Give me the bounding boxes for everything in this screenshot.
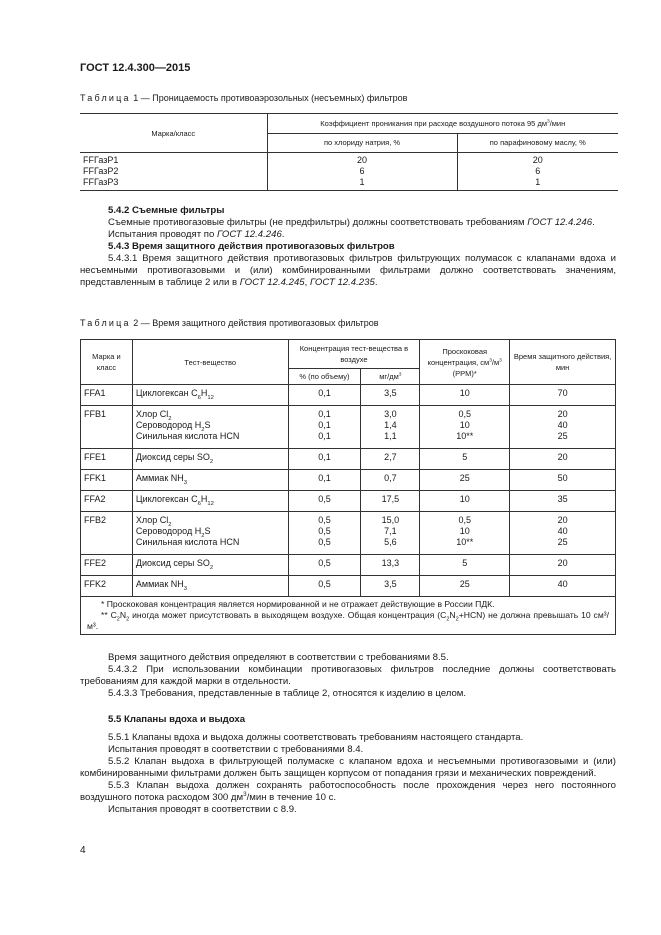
- paragraph: 5.4.3.2 При использовании комбинации противогазовых фильтров последние должны соответствовать требованиям для каждой марки в отдельности.: [80, 664, 616, 687]
- paragraph: Испытания проводят в соответствии с 8.9.: [108, 804, 297, 815]
- paragraph: 5.5.1 Клапаны вдоха и выдоха должны соответствовать требованиям настоящего стандарта.: [108, 732, 524, 743]
- table-cell: FFE1: [81, 449, 133, 470]
- table-cell: Диоксид серы $SO_2$: [132, 555, 288, 576]
- table-cell: 20: [532, 155, 543, 165]
- table2-body: [81, 385, 616, 597]
- table-cell: 35: [510, 491, 616, 512]
- table2-header-time: Время защитного действия, мин: [510, 340, 616, 385]
- table-cell: 6: [535, 166, 541, 176]
- table-cell: 0,5: [288, 555, 361, 576]
- table-cell: 5: [420, 555, 510, 576]
- table2-header-mg: $мг/дм^3$: [361, 368, 420, 384]
- table1-caption: [80, 93, 407, 103]
- table-cell: 10: [420, 491, 510, 512]
- paragraph: 5.5.2 Клапан выдоха в фильтрующей полумаске с клапаном вдоха и несъемными противогазовыми и (или) комбинированными фильтрами должен быть защищен корпусом от попадания грязи и механических повреждений.: [80, 756, 616, 779]
- table-cell: 0,1 0,1 0,1: [288, 406, 361, 449]
- table2-header-mark: Марка и класс: [81, 340, 133, 385]
- paragraph: 5.4.3.1 Время защитного действия противогазовых фильтров фильтрующих полумасок с клапанами вдоха и несъемными противогазовыми и (или) комбинированными фильтрами должно соответствовать значениям, представленным в таблице 2 или в ГОСТ 12.4.245, ГОСТ 12.4.235.: [80, 253, 616, 288]
- table-cell: 3,0 1,4 1,1: [361, 406, 420, 449]
- table-row: [81, 491, 616, 512]
- table-cell: FFB2: [81, 512, 133, 555]
- table2-header-substance: Тест-вещество: [132, 340, 288, 385]
- table-cell: 0,1: [288, 449, 361, 470]
- table-row: [81, 470, 616, 491]
- section-title: 5.4.2 Съемные фильтры: [108, 205, 225, 216]
- table-cell: 3,5: [361, 385, 420, 406]
- table-cell: 0,5 0,5 0,5: [288, 512, 361, 555]
- table-cell: FFГазP2: [83, 166, 119, 176]
- footnote: * Проскоковая концентрация является нормированной и не отражает действующие в России ПДК.: [101, 599, 495, 609]
- table-cell: 20: [510, 449, 616, 470]
- table2-caption-word: Таблица: [80, 318, 131, 328]
- table1-header-nacl: по хлориду натрия, %: [267, 133, 457, 153]
- table-cell: Аммиак $NH_3$: [132, 470, 288, 491]
- table-cell: 20: [356, 155, 367, 165]
- table-row: [81, 449, 616, 470]
- table-cell: FFE2: [81, 555, 133, 576]
- table2-caption-text: — Время защитного действия противогазовых фильтров: [140, 318, 379, 328]
- table-cell: 2,7: [361, 449, 420, 470]
- table-cell: 0,7: [361, 470, 420, 491]
- table2-header-concentration: Концентрация тест-вещества в воздухе: [288, 340, 420, 369]
- section-5-4-2: [80, 205, 616, 289]
- document-header: ГОСТ 12.4.300—2015: [80, 62, 191, 74]
- page-number: 4: [80, 845, 86, 856]
- section-title: 5.5 Клапаны вдоха и выдоха: [108, 714, 246, 725]
- table-cell: 13,3: [361, 555, 420, 576]
- table2-header-breakthrough: Проскоковая концентрация, $см^3/м^3$ (PPM)*: [420, 340, 510, 385]
- table-cell: 6: [359, 166, 365, 176]
- paragraph: Испытания проводят по ГОСТ 12.4.246.: [108, 229, 285, 240]
- table2-header-pct: % (по объему): [288, 368, 361, 384]
- table-cell: FFA2: [81, 491, 133, 512]
- table-cell: 0,1: [288, 385, 361, 406]
- paragraph: Время защитного действия определяют в соответствии с требованиями 8.5.: [108, 652, 449, 663]
- after-table-text: [80, 652, 616, 700]
- table-cell: 20 40 25: [510, 512, 616, 555]
- table-cell: 17,5: [361, 491, 420, 512]
- table-cell: FFA1: [81, 385, 133, 406]
- table-cell: 15,0 7,1 5,6: [361, 512, 420, 555]
- table-row: [81, 385, 616, 406]
- paragraph: 5.5.3 Клапан выдоха должен сохранять работоспособность после прохождения через него постоянного воздушного потока расходом 300 $дм^3$/мин в течение 10 с.: [80, 780, 616, 803]
- table-row: [81, 512, 616, 555]
- table-cell: 20 40 25: [510, 406, 616, 449]
- section-5-5: [80, 714, 616, 816]
- table-cell: 3,5: [361, 576, 420, 597]
- table-cell: 25: [420, 576, 510, 597]
- paragraph: Съемные противогазовые фильтры (не предфильтры) должны соответствовать требованиям ГОСТ 12.4.246.: [108, 217, 595, 228]
- table-cell: 1: [359, 177, 365, 187]
- table-cell: Аммиак $NH_3$: [132, 576, 288, 597]
- table1-col-nacl: [267, 153, 457, 191]
- table-cell: 70: [510, 385, 616, 406]
- table1: [80, 113, 618, 191]
- table-cell: 40: [510, 576, 616, 597]
- table2-caption: [80, 318, 379, 328]
- table-cell: 10: [420, 385, 510, 406]
- table1-col-mark: [80, 153, 267, 191]
- table-cell: FFГазP1: [83, 155, 119, 165]
- table2: [80, 339, 616, 635]
- table1-caption-text: — Проницаемость противоаэрозольных (несъемных) фильтров: [140, 93, 408, 103]
- table-cell: 1: [535, 177, 541, 187]
- table-cell: 0,5: [288, 491, 361, 512]
- section-title: 5.4.3 Время защитного действия противогазовых фильтров: [108, 241, 395, 252]
- table-row: [81, 406, 616, 449]
- paragraph: Испытания проводят в соответствии с требованиями 8.4.: [108, 744, 364, 755]
- table1-header-coef: Коэффициент проникания при расходе воздушного потока 95 $дм^3$/мин: [267, 114, 618, 134]
- footnote: ** $C_2N_2$ иногда может присутствовать в выходящем воздухе. Общая концентрация $(C_2N_2+HCN)$ не должна превышать 10 см³/м³.: [87, 610, 609, 631]
- table-cell: FFK2: [81, 576, 133, 597]
- table-cell: 5: [420, 449, 510, 470]
- table2-caption-num: 2: [133, 318, 139, 328]
- table2-footnotes: [81, 597, 616, 635]
- table1-body: [80, 153, 618, 191]
- table-cell: 20: [510, 555, 616, 576]
- paragraph: 5.4.3.3 Требования, представленные в таблице 2, относятся к изделию в целом.: [108, 688, 467, 699]
- table1-col-paraffin: [457, 153, 618, 191]
- table-cell: Циклогексан $C_6H_{12}$: [132, 385, 288, 406]
- table-cell: 0,5 10 10**: [420, 512, 510, 555]
- table1-header-paraffin: по парафиновому маслу, %: [457, 133, 618, 153]
- table-cell: 25: [420, 470, 510, 491]
- table1-caption-num: 1: [133, 93, 139, 103]
- table-cell: 0,5 10 10**: [420, 406, 510, 449]
- table-cell: FFK1: [81, 470, 133, 491]
- table-cell: Хлор $Cl_2$ Сероводород $H_2S$ Синильная кислота HCN: [132, 406, 288, 449]
- table1-caption-word: Таблица: [80, 93, 131, 103]
- table-row: [81, 576, 616, 597]
- table-cell: 0,5: [288, 576, 361, 597]
- table-cell: FFГазP3: [83, 177, 119, 187]
- table-cell: Диоксид серы $SO_2$: [132, 449, 288, 470]
- table-cell: Циклогексан $C_6H_{12}$: [132, 491, 288, 512]
- table1-header-mark: Марка/класс: [80, 114, 267, 153]
- table-row: [81, 555, 616, 576]
- table-cell: 0,1: [288, 470, 361, 491]
- table-cell: FFB1: [81, 406, 133, 449]
- table-cell: Хлор $Cl_2$ Сероводород $H_2S$ Синильная кислота HCN: [132, 512, 288, 555]
- table-cell: 50: [510, 470, 616, 491]
